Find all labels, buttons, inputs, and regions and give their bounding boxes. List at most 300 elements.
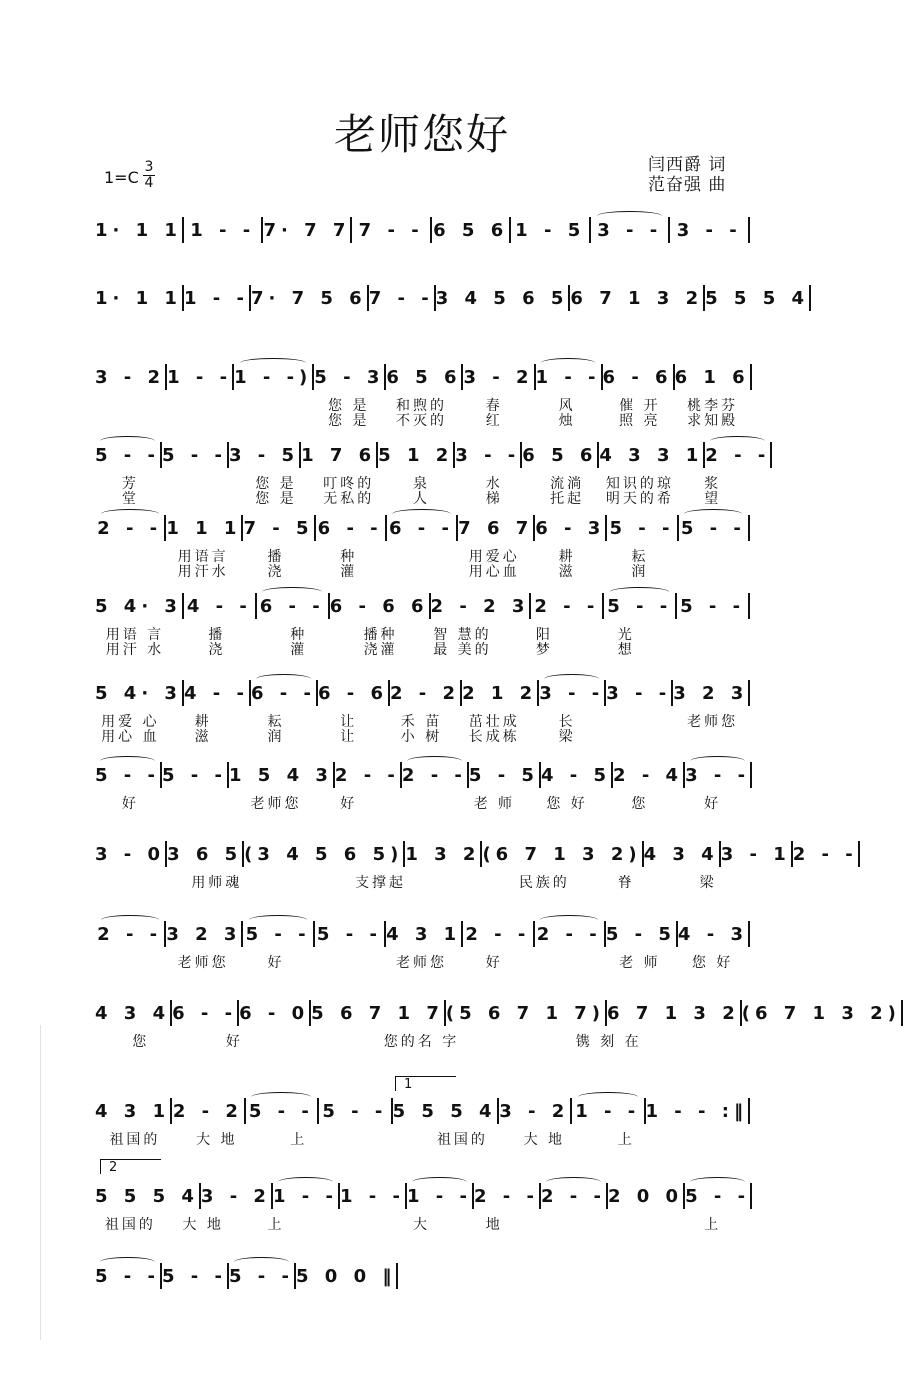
lyric-syllables — [341, 1129, 421, 1145]
lyric-syllables: 您 好 — [546, 796, 588, 812]
key-signature: 1=C — [104, 168, 139, 187]
measure: 6 - - — [251, 678, 316, 708]
lyrics-line — [95, 561, 750, 580]
bar-line — [396, 1263, 398, 1289]
lyric-syllables: 泉 — [413, 476, 431, 492]
tie-arc — [684, 509, 742, 519]
lyric-syllables: 风 — [558, 398, 576, 414]
tie-arc — [412, 1177, 467, 1187]
lyric-syllables: 人 — [413, 491, 431, 507]
tie-arc — [544, 674, 599, 684]
tie-arc — [690, 1177, 745, 1187]
measure: 3 2 3 — [166, 923, 242, 945]
lyric-syllables: 上 — [290, 1132, 308, 1148]
bar-line — [748, 515, 750, 541]
lyric-syllables: 耘 — [631, 549, 649, 565]
measure: 1· 1 1 — [95, 219, 182, 241]
lyric-syllables: 播种 — [363, 627, 398, 643]
lyric-syllables: 播 — [208, 627, 226, 643]
lyric-syllables: 烛 — [558, 413, 576, 429]
lyric-syllables: 润 — [267, 729, 285, 745]
measure: 2 0 0 — [607, 1185, 684, 1207]
lyric-syllables: 老 师 — [473, 796, 516, 812]
measure: 5 4· 3 — [95, 595, 182, 617]
lyric-syllables: 祖国的 — [104, 1217, 156, 1233]
score-row — [95, 1077, 750, 1148]
tie-arc — [234, 1257, 289, 1267]
lyric-syllables: 用爱 心 — [101, 714, 160, 730]
lyric-syllables: 耘 — [267, 714, 285, 730]
lyric-syllables: 用师魂 — [191, 875, 243, 891]
lyric-syllables — [241, 410, 312, 426]
measure: 3 - 1 — [720, 843, 791, 865]
lyric-syllables — [656, 1031, 748, 1047]
lyric-syllables — [532, 952, 603, 968]
song-title: 老师您好 — [333, 110, 510, 159]
lyric-syllables: 用语 言 — [105, 627, 165, 643]
lyric-syllables: 好 — [485, 955, 503, 971]
measure: 4 - - — [183, 682, 249, 704]
measure: (5 6 7 1 7) — [445, 1002, 606, 1024]
lyric-syllables: 您 是 — [255, 491, 297, 507]
lyric-syllables — [386, 793, 457, 809]
measure-line — [95, 283, 810, 313]
lyric-syllables: 明天的希 — [605, 491, 674, 507]
measure: 5 - 5 — [468, 764, 539, 786]
measure: 3 - 2 — [463, 366, 534, 388]
measure: 6 5 6 — [433, 219, 509, 241]
lyrics-line — [95, 395, 750, 414]
measure: 6 - 3 — [535, 517, 606, 539]
lyric-syllables: 桃李芬 — [687, 398, 739, 414]
bar-line — [748, 1098, 750, 1124]
tie-arc — [240, 358, 306, 368]
measure: 6 - - — [257, 591, 328, 621]
measure: 2 - - — [473, 1185, 539, 1207]
score-row — [95, 513, 750, 580]
measure: 4 3 3 1 — [599, 444, 704, 466]
measure: 1 - -) — [234, 362, 312, 392]
lyrics-line — [95, 726, 750, 745]
measure: 5 5 5 4 — [95, 1185, 199, 1207]
lyric-syllables: 上 — [267, 1217, 285, 1233]
measure: 7 - - — [358, 219, 424, 241]
measure: 5 - - — [162, 764, 227, 786]
lyric-syllables: 知识的琼 — [605, 476, 674, 492]
measure: 6 - 6 6 — [329, 595, 429, 617]
lyric-syllables: 大 地 — [182, 1217, 224, 1233]
score-row — [95, 440, 771, 507]
page-edge-line — [40, 1025, 41, 1340]
meter-top: 3 — [144, 159, 154, 175]
measure: 6 - 6 — [317, 682, 389, 704]
lyric-syllables: 用语言 — [177, 549, 229, 565]
lyric-syllables — [313, 952, 384, 968]
bar-line — [858, 841, 860, 867]
lyric-syllables: 祖国的 — [109, 1132, 161, 1148]
lyric-syllables: 您 是 — [255, 476, 297, 492]
lyric-syllables — [95, 952, 166, 968]
tie-arc — [597, 211, 662, 221]
measure-line — [95, 839, 858, 869]
lyric-syllables: 托起 — [550, 491, 585, 507]
measure-line — [95, 1261, 397, 1291]
lyric-syllables: 梯 — [485, 491, 503, 507]
measure: 5 - - — [685, 1181, 750, 1211]
lyric-syllables: 老师您 — [687, 714, 739, 730]
measure: 7 6 7 — [458, 517, 534, 539]
measure: 5 - - — [95, 760, 160, 790]
measure: 2 - - — [541, 1181, 606, 1211]
lyric-syllables: 支撑起 — [355, 875, 407, 891]
measure: 7 - 5 — [243, 517, 314, 539]
measure: 5 - - — [609, 517, 675, 539]
lyric-syllables: 滋 — [194, 729, 212, 745]
score-row — [95, 839, 858, 891]
lyric-syllables: 滋 — [558, 564, 576, 580]
measure: 5 - - — [162, 444, 227, 466]
measure: 7· 7 5 6 — [250, 287, 367, 309]
measure: 5 - - — [679, 513, 748, 543]
tie-arc — [101, 915, 159, 925]
lyrics-line — [95, 952, 750, 971]
tie-arc — [249, 915, 307, 925]
lyric-syllables: 用心 血 — [101, 729, 160, 745]
measure: 5 - 3 — [314, 366, 385, 388]
measure: 2 - - — [705, 440, 770, 470]
lyric-syllables: 灌 — [290, 642, 308, 658]
measure: 2 - 4 — [613, 764, 684, 786]
tie-arc — [407, 756, 462, 766]
score-row — [95, 215, 750, 265]
measure-line — [95, 591, 750, 621]
lyric-syllables: 浆 — [704, 476, 722, 492]
measure: 2 - - — [334, 764, 400, 786]
measure: 4 3 4 — [643, 843, 719, 865]
measure: 4 - 3 — [677, 923, 748, 945]
measure: 3 - 0 — [95, 843, 166, 865]
volta-bracket: 1 — [395, 1076, 456, 1091]
tie-arc — [578, 1092, 638, 1102]
lyric-syllables: 地 — [485, 1217, 503, 1233]
lyrics-line — [95, 639, 750, 658]
lyric-syllables: 梁 — [558, 729, 576, 745]
lyric-syllables — [168, 488, 239, 504]
lyric-syllables — [95, 561, 166, 577]
measure: 1 3 2 — [405, 843, 481, 865]
measure: 2 - - — [465, 923, 531, 945]
lyric-syllables: 无私的 — [323, 491, 375, 507]
measure: 2 - - — [534, 595, 600, 617]
measure: 3 - 2 — [200, 1185, 271, 1207]
measure: 6 5 6 — [386, 366, 462, 388]
lyric-syllables: 禾 苗 — [400, 714, 443, 730]
measure: 2 - - — [402, 760, 467, 790]
score-row — [95, 1160, 751, 1233]
lyric-syllables: 最 美的 — [433, 642, 492, 658]
measure: 5 6 7 1 7 — [311, 1002, 444, 1024]
measure: 3 - - — [591, 215, 669, 245]
measure: 2 - - — [95, 919, 164, 949]
lyric-syllables: 智 慧的 — [433, 627, 492, 643]
measure: 5 - - — [95, 440, 160, 470]
measure-line — [95, 215, 750, 245]
measure: 3 - - — [606, 682, 672, 704]
lyric-syllables: 用汗水 — [177, 564, 229, 580]
lyric-syllables: 好 — [121, 796, 139, 812]
tie-arc — [610, 587, 670, 597]
lyric-syllables — [313, 1214, 384, 1230]
lyric-syllables: 大 地 — [196, 1132, 238, 1148]
measure: 1 7 6 — [301, 444, 377, 466]
tie-arc — [262, 587, 322, 597]
lyric-syllables: 润 — [631, 564, 649, 580]
bar-line — [770, 442, 772, 468]
lyrics-line — [95, 711, 750, 730]
lyric-syllables: 老师您 — [177, 955, 229, 971]
measure: 2 - - — [535, 919, 604, 949]
lyric-syllables: 长 — [558, 714, 576, 730]
measure: 5 - - — [243, 919, 312, 949]
lyric-syllables: 好 — [267, 955, 285, 971]
lyric-syllables: 播 — [267, 549, 285, 565]
lyric-syllables — [259, 872, 339, 888]
score-row — [95, 362, 750, 429]
measure: 5 - 5 — [605, 923, 676, 945]
lyric-syllables: 不灭的 — [396, 413, 448, 429]
measure: 1 - - — [536, 362, 601, 392]
bar-line — [748, 593, 750, 619]
tie-arc — [100, 436, 155, 446]
measure: 1 - - — [190, 219, 256, 241]
measure: 2 - 2 3 — [430, 595, 530, 617]
measure: 7· 7 7 — [263, 219, 351, 241]
measure: 5 - - — [162, 1265, 227, 1287]
measure: 2 1 2 — [462, 682, 538, 704]
measure: (3 4 5 6 5) — [244, 843, 404, 865]
lyrics-line — [95, 1214, 750, 1233]
lyric-syllables: 您 — [631, 796, 649, 812]
measure: 3 - 5 — [229, 444, 300, 466]
lyric-syllables: 上 — [704, 1217, 722, 1233]
lyric-syllables — [386, 561, 457, 577]
lyric-syllables — [95, 395, 166, 411]
lyric-syllables: 想 — [617, 642, 635, 658]
measure: 3 - - — [539, 678, 604, 708]
tie-arc — [256, 674, 311, 684]
measure-line — [95, 998, 901, 1028]
lyric-syllables — [668, 1129, 748, 1145]
meter-bottom: 4 — [144, 175, 154, 191]
measure: 6 - 6 — [602, 366, 673, 388]
measure: 4 3 4 — [95, 1002, 171, 1024]
measure: 5 - - — [246, 1096, 318, 1126]
lyric-syllables: 用汗 水 — [105, 642, 165, 658]
lyric-syllables: 让 — [340, 729, 358, 745]
lyric-syllables — [668, 624, 748, 640]
lyric-syllables: 好 — [225, 1034, 243, 1050]
lyric-syllables — [677, 726, 748, 742]
tie-arc — [710, 436, 765, 446]
score-row — [95, 283, 810, 333]
time-signature — [143, 160, 155, 191]
lyric-syllables: 好 — [704, 796, 722, 812]
measure-line — [95, 513, 750, 543]
lyric-syllables: 大 — [413, 1217, 431, 1233]
lyric-syllables: 种 — [290, 627, 308, 643]
lyrics-line — [95, 1129, 750, 1148]
lyric-syllables: 芳 — [121, 476, 139, 492]
lyric-syllables: 叮咚的 — [323, 476, 375, 492]
measure: 6 - - — [387, 513, 456, 543]
volta-bracket: 2 — [100, 1159, 161, 1174]
lyric-syllables: 红 — [485, 413, 503, 429]
lyrics-line — [95, 1031, 750, 1050]
measure: 2 - 2 — [172, 1100, 243, 1122]
lyric-syllables: 耕 — [194, 714, 212, 730]
lyric-syllables: 您的名 字 — [383, 1034, 460, 1050]
measure: 4 3 1 — [386, 923, 462, 945]
measure-line — [95, 1181, 750, 1211]
measure: 3 - - — [676, 219, 742, 241]
lyric-syllables: 浇灌 — [363, 642, 398, 658]
measure-line — [95, 760, 750, 790]
lyric-syllables: 照 亮 — [619, 413, 661, 429]
lyric-syllables: 耕 — [558, 549, 576, 565]
bar-line — [750, 762, 752, 788]
lyric-syllables — [386, 546, 457, 562]
measure: 1 - - — [339, 1185, 405, 1207]
bar-line — [748, 680, 750, 706]
lyric-syllables — [604, 726, 675, 742]
lyrics-line — [95, 410, 750, 429]
measure-line — [95, 1096, 750, 1126]
lyric-syllables — [95, 872, 175, 888]
lyric-syllables: 浇 — [208, 642, 226, 658]
measure: 7 - - — [368, 287, 434, 309]
measure: 3 2 3 — [673, 682, 749, 704]
lyric-syllables: 浇 — [267, 564, 285, 580]
lyric-syllables: 流淌 — [550, 476, 585, 492]
lyrics-line — [95, 546, 750, 565]
measure: 1· 1 1 — [95, 287, 182, 309]
lyric-syllables: 用爱心 — [468, 549, 520, 565]
measure: 1 - - — [273, 1181, 338, 1211]
lyric-syllables: 阳 — [535, 627, 553, 643]
lyric-syllables: 上 — [617, 1132, 635, 1148]
lyric-syllables — [95, 410, 166, 426]
measure: 3 - - — [685, 760, 750, 790]
lyric-syllables: 堂 — [121, 491, 139, 507]
lyric-syllables — [168, 410, 239, 426]
lyric-syllables: 长成栋 — [468, 729, 520, 745]
measure: 1 - - — [407, 1181, 472, 1211]
lyric-syllables — [677, 561, 748, 577]
measure-line — [95, 678, 750, 708]
lyric-syllables — [668, 639, 748, 655]
lyric-syllables — [604, 1214, 675, 1230]
measure: 1 1 1 — [166, 517, 242, 539]
composer-credit: 范奋强 曲 — [648, 175, 727, 195]
measure: 5 - - — [604, 591, 675, 621]
tie-arc — [100, 756, 155, 766]
measure: 1 - 5 — [515, 219, 586, 241]
lyric-syllables: 种 — [340, 549, 358, 565]
lyric-syllables: 您 — [132, 1034, 150, 1050]
measure: 6 7 1 3 2 — [607, 1002, 740, 1024]
measure: 3 6 5 — [167, 843, 243, 865]
lyric-syllables: 民族的 — [518, 875, 570, 891]
lyric-syllables: 镌 刻 在 — [575, 1034, 642, 1050]
measure: 3 - 2 — [95, 366, 166, 388]
lyric-syllables: 老 师 — [619, 955, 661, 971]
lyric-syllables: 和煦的 — [396, 398, 448, 414]
bar-line — [809, 285, 811, 311]
measure: 5 - - — [322, 1100, 388, 1122]
bar-line — [748, 217, 750, 243]
score-row — [95, 760, 750, 810]
lyric-syllables: 好 — [340, 796, 358, 812]
tie-arc — [278, 1177, 333, 1187]
lyric-syllables — [532, 1214, 603, 1230]
lyric-syllables: 望 — [704, 491, 722, 507]
measure: 1 - - — [167, 366, 233, 388]
lyric-syllables: 用心血 — [468, 564, 520, 580]
lyric-syllables: 您 好 — [691, 955, 734, 971]
measure: 5 - - — [229, 1261, 294, 1291]
lyric-syllables: 光 — [617, 627, 635, 643]
score-row — [95, 919, 750, 969]
measure: 3 - - — [455, 444, 521, 466]
lyric-syllables: 梁 — [699, 875, 717, 891]
lyric-syllables — [604, 711, 675, 727]
lyrics-line — [95, 624, 750, 643]
measure: 5 0 0 ‖ — [296, 1265, 397, 1287]
tie-arc — [100, 1257, 155, 1267]
measure-line — [95, 919, 750, 949]
measure: 5 5 5 4 — [392, 1100, 497, 1122]
bar-line — [750, 1183, 752, 1209]
measure: 1 5 4 3 — [229, 764, 333, 786]
lyrics-line — [95, 488, 750, 507]
lyricist-credit: 闫西爵 词 — [648, 155, 727, 175]
measure-line — [95, 362, 750, 392]
tie-arc — [540, 915, 598, 925]
lyric-syllables: 您 是 — [328, 398, 370, 414]
tie-arc — [541, 358, 596, 368]
measure: 2 - - — [95, 513, 164, 543]
lyric-syllables: 老师您 — [250, 796, 302, 812]
measure: 1 - - — [183, 287, 249, 309]
score-row — [95, 678, 750, 745]
measure: 2 - - — [792, 843, 858, 865]
measure: 3 - 2 — [499, 1100, 570, 1122]
lyric-syllables: 让 — [340, 714, 358, 730]
score-row — [95, 591, 750, 658]
score-row — [95, 1261, 397, 1311]
measure: 6 7 1 3 2 — [570, 287, 704, 309]
measure: 6 - - — [317, 517, 383, 539]
measure: 4 3 1 — [95, 1100, 171, 1122]
tie-arc — [546, 1177, 601, 1187]
lyric-syllables — [423, 872, 503, 888]
measure: 5 4· 3 — [95, 682, 182, 704]
measure: (6 7 1 3 2) — [741, 1002, 901, 1024]
measure: 6 - - — [172, 1002, 238, 1024]
lyric-syllables: 您 是 — [328, 413, 370, 429]
lyric-syllables — [677, 546, 748, 562]
lyric-syllables: 脊 — [617, 875, 635, 891]
